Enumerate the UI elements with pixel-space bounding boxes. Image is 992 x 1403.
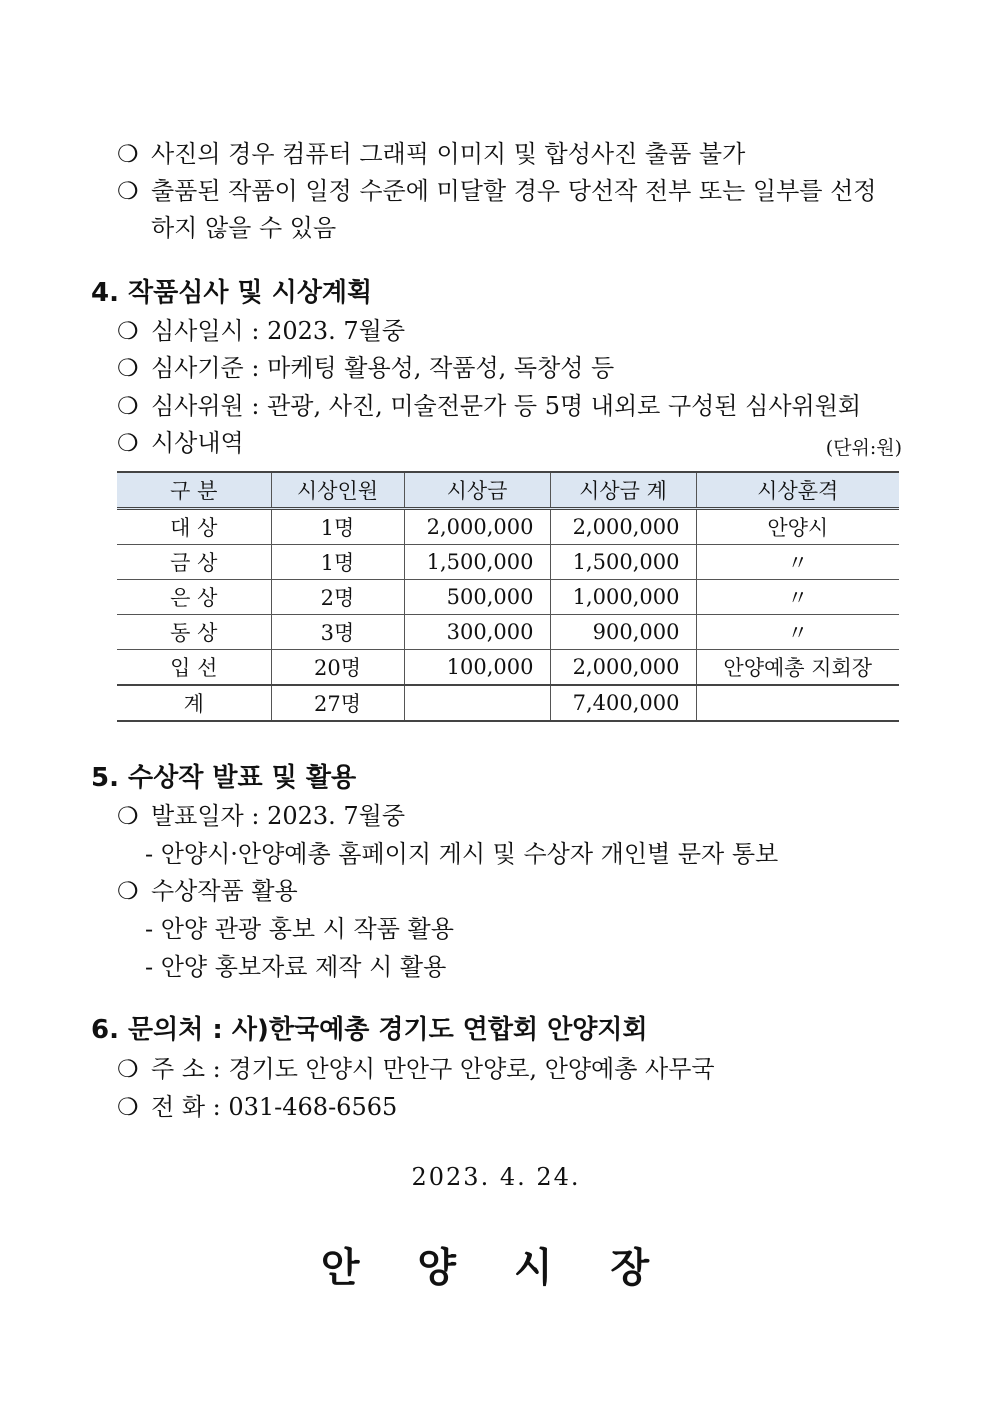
cell-total: 900,000	[550, 615, 696, 650]
circle-bullet-icon: ❍	[117, 429, 139, 457]
cell-total-label: 계	[117, 685, 271, 721]
usage-tourism: - 안양 관광 홍보 시 작품 활용	[145, 915, 454, 943]
section-6-title: 6. 문의처 : 사)한국예총 경기도 연합회 안양지회	[91, 1015, 648, 1045]
document-date: 2023. 4. 24.	[411, 1163, 581, 1191]
dash-icon: -	[145, 953, 154, 981]
announce-method: - 안양시·안양예총 홈페이지 게시 및 수상자 개인별 문자 통보	[145, 840, 779, 868]
dash-icon: -	[145, 840, 154, 868]
circle-bullet-icon: ❍	[117, 877, 139, 905]
cell-amount: 1,500,000	[404, 545, 550, 580]
cell-honor: 안양시	[696, 509, 899, 545]
col-header-total: 시상금 계	[550, 472, 696, 509]
cell-total: 1,000,000	[550, 580, 696, 615]
announce-date: ❍ 발표일자 : 2023. 7월중	[117, 802, 406, 830]
cell-honor: 〃	[696, 615, 899, 650]
cell-category: 금 상	[117, 545, 271, 580]
table-total-row	[117, 685, 899, 721]
table-row	[117, 545, 899, 580]
dash-icon: -	[145, 915, 154, 943]
cell-amount: 2,000,000	[404, 509, 550, 545]
cell-total-honor	[696, 685, 899, 721]
col-header-honor: 시상훈격	[696, 472, 899, 509]
table-header-row	[117, 472, 899, 509]
circle-bullet-icon: ❍	[117, 177, 139, 205]
notice-selection: ❍ 출품된 작품이 일정 수준에 미달할 경우 당선작 전부 또는 일부를 선정	[117, 177, 877, 205]
notice-photo-cg: ❍ 사진의 경우 컴퓨터 그래픽 이미지 및 합성사진 출품 불가	[117, 140, 746, 168]
cell-category: 동 상	[117, 615, 271, 650]
cell-category: 입 선	[117, 650, 271, 686]
cell-honor: 〃	[696, 545, 899, 580]
circle-bullet-icon: ❍	[117, 392, 139, 420]
col-header-count: 시상인원	[271, 472, 404, 509]
review-date: ❍ 심사일시 : 2023. 7월중	[117, 317, 406, 345]
cell-count: 1명	[271, 545, 404, 580]
cell-total-count: 27명	[271, 685, 404, 721]
review-criteria: ❍ 심사기준 : 마케팅 활용성, 작품성, 독창성 등	[117, 354, 615, 382]
cell-total: 2,000,000	[550, 509, 696, 545]
usage-label: ❍ 수상작품 활용	[117, 877, 298, 905]
section-4-title: 4. 작품심사 및 시상계획	[91, 278, 373, 308]
cell-amount: 100,000	[404, 650, 550, 686]
cell-category: 은 상	[117, 580, 271, 615]
notice-selection-cont: 하지 않을 수 있음	[151, 214, 337, 242]
contact-address: ❍ 주 소 : 경기도 안양시 만안구 안양로, 안양예총 사무국	[117, 1055, 715, 1083]
contact-phone: ❍ 전 화 : 031-468-6565	[117, 1093, 398, 1121]
table-row	[117, 650, 899, 686]
prize-details-label: ❍ 시상내역	[117, 429, 244, 457]
circle-bullet-icon: ❍	[117, 354, 139, 382]
col-header-category: 구 분	[117, 472, 271, 509]
table-row	[117, 615, 899, 650]
cell-total: 2,000,000	[550, 650, 696, 686]
circle-bullet-icon: ❍	[117, 1055, 139, 1083]
circle-bullet-icon: ❍	[117, 317, 139, 345]
prize-table	[117, 471, 899, 722]
table-row	[117, 509, 899, 545]
circle-bullet-icon: ❍	[117, 140, 139, 168]
cell-count: 1명	[271, 509, 404, 545]
cell-total: 1,500,000	[550, 545, 696, 580]
cell-amount: 300,000	[404, 615, 550, 650]
unit-label: (단위:원)	[825, 437, 902, 459]
cell-count: 2명	[271, 580, 404, 615]
col-header-amount: 시상금	[404, 472, 550, 509]
cell-count: 20명	[271, 650, 404, 686]
cell-count: 3명	[271, 615, 404, 650]
circle-bullet-icon: ❍	[117, 1093, 139, 1121]
cell-honor: 〃	[696, 580, 899, 615]
table-row	[117, 580, 899, 615]
usage-promo: - 안양 홍보자료 제작 시 활용	[145, 953, 447, 981]
cell-total-amount	[404, 685, 550, 721]
cell-grand-total: 7,400,000	[550, 685, 696, 721]
circle-bullet-icon: ❍	[117, 802, 139, 830]
section-5-title: 5. 수상작 발표 및 활용	[91, 763, 357, 793]
cell-category: 대 상	[117, 509, 271, 545]
cell-honor: 안양예총 지회장	[696, 650, 899, 686]
review-committee: ❍ 심사위원 : 관광, 사진, 미술전문가 등 5명 내외로 구성된 심사위원회	[117, 392, 862, 420]
issuer-signature: 안 양 시 장	[320, 1245, 672, 1291]
cell-amount: 500,000	[404, 580, 550, 615]
